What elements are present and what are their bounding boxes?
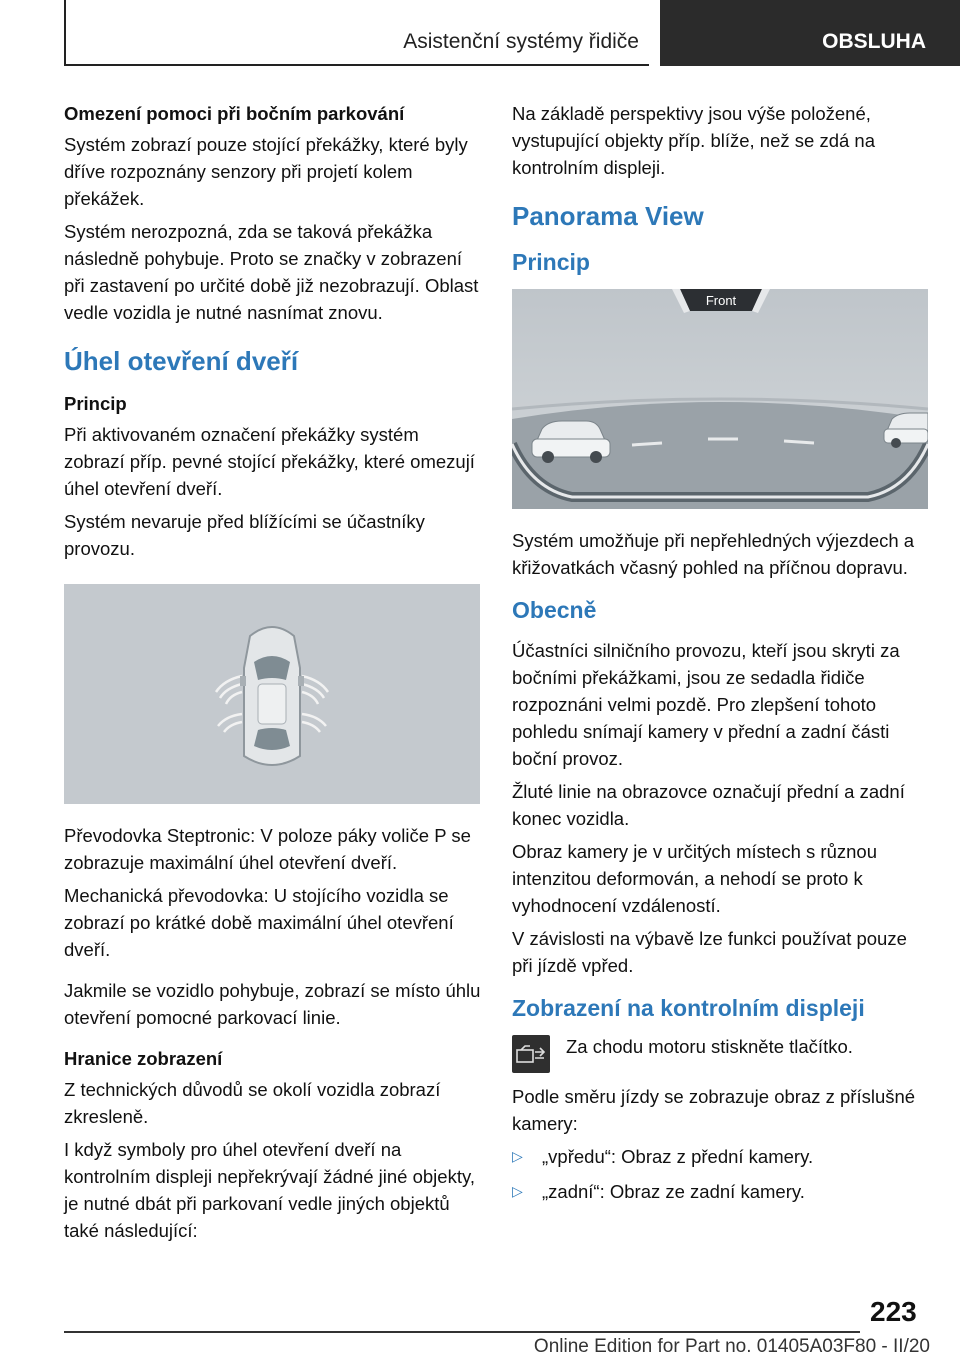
- camera-button-icon: [512, 1035, 550, 1073]
- page-number: 223: [870, 1296, 917, 1327]
- triangle-bullet-icon: ▷: [512, 1148, 523, 1164]
- car-topview-graphic: [64, 584, 480, 804]
- paragraph: Za chodu motoru stiskněte tlačítko.: [566, 1036, 853, 1057]
- list-item: ▷ „zadní“: Obraz ze zadní kamery.: [512, 1178, 932, 1205]
- list-item: ▷ „vpředu“: Obraz z přední kamery.: [512, 1143, 932, 1170]
- paragraph: Žluté linie na obrazovce označují přední a zadní konec vozidla.: [512, 781, 905, 829]
- camera-list: [512, 1143, 932, 1205]
- paragraph: Účastníci silničního provozu, kteří jsou skryti za bočními překážkami, jsou ze sedadla řidiče rozpoznáni velmi pozdě. Pro zlepšení tohoto pohledu snímají kamery v přední a zadní části boční provoz.: [512, 640, 900, 769]
- panorama-camera-graphic: [512, 289, 928, 509]
- right-column: [512, 100, 932, 1213]
- panorama-view-illustration: [512, 289, 928, 509]
- front-label: Front: [705, 293, 737, 308]
- paragraph: V závislosti na výbavě lze funkci používat pouze při jízdě vpřed.: [512, 928, 907, 976]
- heading-panorama-view: Panorama View: [512, 201, 704, 231]
- heading-principle: Princip: [64, 393, 127, 414]
- header-chapter-tab[interactable]: OBSLUHA: [660, 0, 960, 66]
- paragraph: Systém nevaruje před blížícími se účastníky provozu.: [64, 511, 425, 559]
- paragraph: Na základě perspektivy jsou výše položené, vystupující objekty příp. blíže, než se zdá na kontrolním displeji.: [512, 103, 875, 178]
- paragraph: Systém umožňuje při nepřehledných výjezdech a křižovatkách včasný pohled na příčnou dopravu.: [512, 530, 915, 578]
- footer-edition: Online Edition for Part no. 01405A03F80 - II/20: [533, 1336, 930, 1357]
- triangle-bullet-icon: ▷: [512, 1183, 523, 1199]
- paragraph: Systém zobrazí pouze stojící překážky, které byly dříve rozpoznány senzory při projetí kolem překážek.: [64, 134, 468, 209]
- paragraph: Při aktivovaném označení překážky systém zobrazí příp. pevné stojící překážky, které omezují úhel otevření dveří.: [64, 424, 475, 499]
- paragraph: Jakmile se vozidlo pohybuje, zobrazí se místo úhlu otevření pomocné parkovací linie.: [64, 980, 481, 1028]
- heading-display-limits: Hranice zobrazení: [64, 1048, 223, 1069]
- heading-general: Obecně: [512, 597, 597, 623]
- header-rule-bottom: [64, 64, 649, 66]
- paragraph: Podle směru jízdy se zobrazuje obraz z příslušné kamery:: [512, 1086, 916, 1134]
- paragraph: Převodovka Steptronic: V poloze páky voliče P se zobrazuje maximální úhel otevření dveří.: [64, 825, 471, 873]
- heading-door-angle: Úhel otevření dveří: [64, 346, 299, 376]
- heading-principle: Princip: [512, 249, 590, 275]
- paragraph: I když symboly pro úhel otevření dveří na kontrolním displeji nepřekrývají žádné jiné objekty, je nutné dbát při parkovaní vedle jiných objektů také následující:: [64, 1139, 475, 1241]
- paragraph: Systém nerozpozná, zda se taková překážka následně pohybuje. Proto se značky v zobrazení při zastavení po určité době již nezobrazují. Oblast vedle vozidla je nutné nasnímat znovu.: [64, 221, 479, 323]
- paragraph: Z technických důvodů se okolí vozidla zobrazí zkresleně.: [64, 1079, 441, 1127]
- heading-control-display: Zobrazení na kontrolním displeji: [512, 995, 865, 1021]
- paragraph: Mechanická převodovka: U stojícího vozidla se zobrazí po krátké době maximální úhel otevření dveří.: [64, 885, 454, 960]
- car-left: [532, 421, 610, 463]
- heading-side-parking-limits: Omezení pomoci při bočním parkování: [64, 103, 405, 124]
- door-angle-illustration: [64, 584, 480, 804]
- button-instruction: [512, 1035, 932, 1073]
- left-column: [64, 100, 484, 1250]
- header-section-title: Asistenční systémy řidiče: [403, 30, 639, 53]
- paragraph: Obraz kamery je v určitých místech s různou intenzitou deformován, a nehodí se proto k vyhodnocení vzdáleností.: [512, 841, 877, 916]
